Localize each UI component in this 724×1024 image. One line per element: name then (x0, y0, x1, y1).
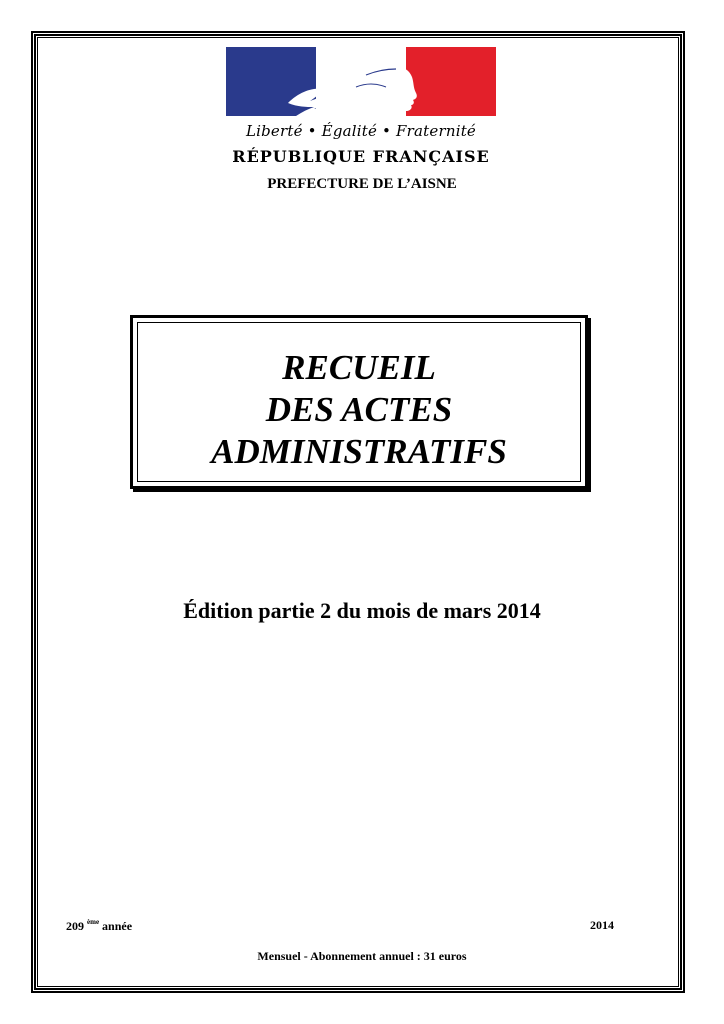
edition-label: Édition partie 2 du mois de mars 2014 (183, 598, 541, 623)
republic-name: RÉPUBLIQUE FRANÇAISE (232, 147, 490, 166)
republic-motto: Liberté • Égalité • Fraternité (245, 122, 477, 140)
subscription-info: Mensuel - Abonnement annuel : 31 euros (257, 949, 467, 963)
prefecture-heading: PREFECTURE DE L’AISNE (267, 176, 457, 192)
year-number: 209 (66, 919, 84, 933)
year-suffix: ème (87, 918, 100, 926)
year-of-publication (66, 918, 132, 934)
calendar-year: 2014 (590, 918, 614, 932)
flag-red-band (406, 47, 496, 116)
year-word: année (102, 919, 133, 933)
title-line-2: DES ACTES (265, 390, 453, 429)
title-box (130, 315, 588, 489)
title-line-3: ADMINISTRATIFS (211, 432, 507, 471)
title-line-1: RECUEIL (282, 348, 436, 387)
